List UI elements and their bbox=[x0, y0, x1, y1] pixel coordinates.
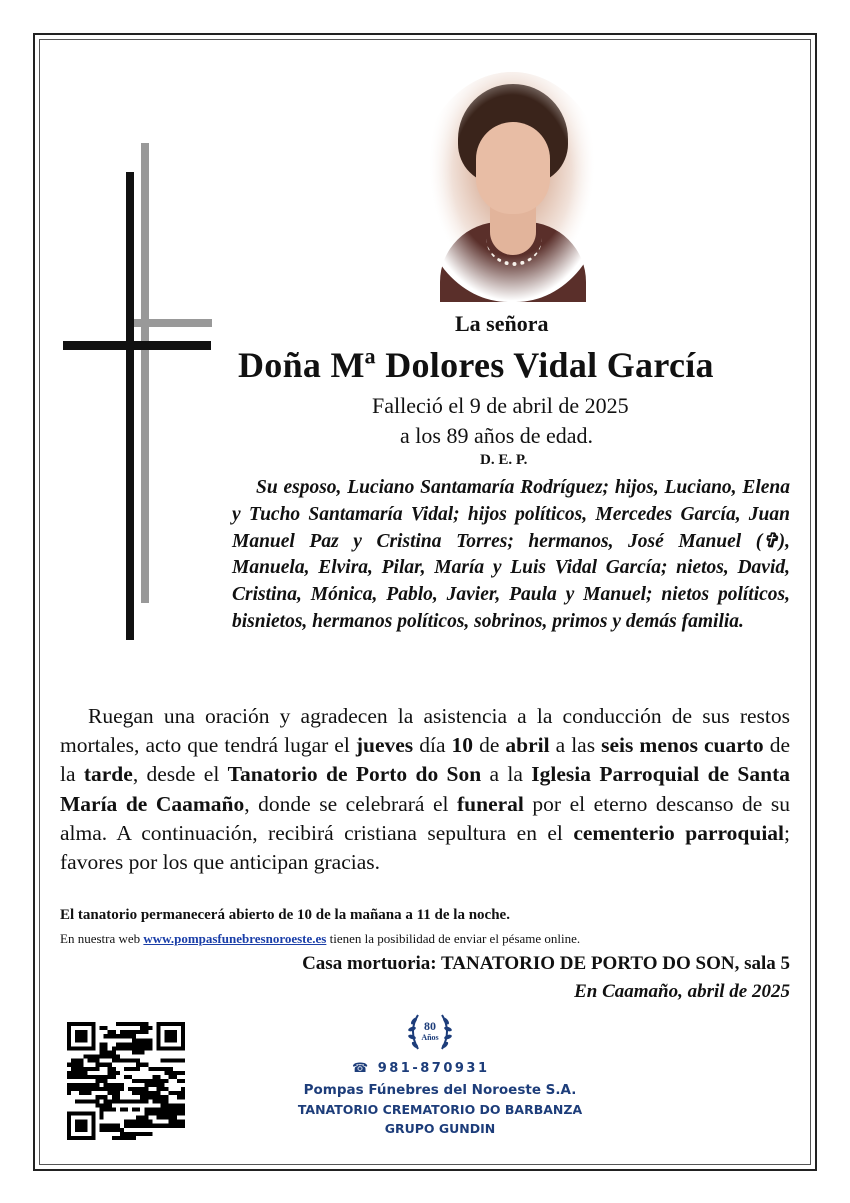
honorific: La señora bbox=[455, 311, 549, 336]
website-link[interactable]: www.pompasfunebresnoroeste.es bbox=[143, 931, 327, 946]
body-bold-date: 10 bbox=[451, 733, 474, 758]
qr-code[interactable] bbox=[67, 1022, 185, 1140]
body-text-segment: día bbox=[413, 733, 452, 758]
phone-number[interactable]: 981-870931 bbox=[377, 1061, 490, 1076]
body-bold-cemetery: cementerio parroquial bbox=[573, 820, 785, 845]
phone-line bbox=[352, 1061, 490, 1076]
body-bold-church: Iglesia Parroquial de Santa María de Caamaño bbox=[60, 762, 790, 816]
body-bold-tanatorio: Tanatorio de Porto do Son bbox=[227, 762, 482, 787]
body-text-segment: de bbox=[473, 733, 506, 758]
cross-black-horizontal bbox=[63, 341, 211, 350]
funeral-home: Casa mortuoria: TANATORIO DE PORTO DO SON, sala 5 bbox=[302, 953, 790, 974]
body-text-segment: ; favores por los que anticipan gracias. bbox=[60, 820, 790, 875]
opening-hours: El tanatorio permanecerá abierto de 10 de la mañana a 11 de la noche. bbox=[60, 907, 510, 923]
group-name: GRUPO GUNDIN bbox=[384, 1121, 496, 1136]
body-bold-funeral: funeral bbox=[457, 791, 524, 816]
cross-grey-vertical bbox=[141, 143, 149, 603]
badge-number: 80 bbox=[424, 1019, 436, 1033]
phone-icon: ☎ bbox=[352, 1061, 378, 1076]
body-bold-period: tarde bbox=[83, 762, 133, 787]
body-text-segment: Ruegan una oración y agradecen la asistencia a la conducción de sus restos mortales, acto que tendrá lugar el bbox=[60, 704, 790, 758]
body-text-segment: de la bbox=[60, 733, 790, 787]
body-bold-day: jueves bbox=[355, 733, 414, 758]
crematorium-name: TANATORIO CREMATORIO DO BARBANZA bbox=[297, 1102, 583, 1117]
portrait-vignette bbox=[418, 72, 606, 302]
death-date: Falleció el 9 de abril de 2025 bbox=[372, 393, 629, 418]
portrait-photo bbox=[418, 72, 606, 302]
age-line: a los 89 años de edad. bbox=[400, 423, 594, 448]
body-text-segment: a la bbox=[481, 762, 532, 787]
cross-black-vertical bbox=[126, 172, 134, 640]
anniversary-laurel-badge bbox=[404, 1005, 456, 1057]
body-text-segment: , donde se celebrará el bbox=[244, 791, 458, 816]
body-text-segment: a las bbox=[549, 733, 602, 758]
body-bold-month: abril bbox=[505, 733, 550, 758]
company-name: Pompas Fúnebres del Noroeste S.A. bbox=[303, 1082, 577, 1098]
dep-abbrev: D. E. P. bbox=[480, 452, 528, 468]
deceased-name: Doña Mª Dolores Vidal García bbox=[238, 345, 714, 385]
web-prefix: En nuestra web bbox=[60, 931, 144, 946]
body-text-segment: , desde el bbox=[132, 762, 228, 787]
family-list: Su esposo, Luciano Santamaría Rodríguez; hijos, Luciano, Elena y Tucho Santamaría Vidal; hijos políticos, Mercedes García, Juan Manuel Paz y Cristina Torres; hermanos, José Manuel (✞), Manuela, Elvira, Pilar, María y Luis Vidal García; nietos, David, Cristina, Mónica, Pablo, Javier, Paula y Manuel; nietos políticos, bisnietos, hermanos políticos, sobrinos, primos y demás familia. bbox=[232, 477, 790, 632]
badge-word: Años bbox=[421, 1033, 439, 1042]
web-notice bbox=[60, 931, 580, 947]
body-text-segment: por el eterno descanso de su alma. A continuación, recibirá cristiana sepultura en el bbox=[60, 791, 790, 845]
body-bold-time: seis menos cuarto bbox=[601, 733, 764, 758]
place-date: En Caamaño, abril de 2025 bbox=[574, 981, 790, 1002]
web-suffix: tienen la posibilidad de enviar el pésame online. bbox=[326, 931, 581, 946]
cross-grey-horizontal bbox=[128, 319, 212, 327]
ceremony-text bbox=[60, 702, 790, 877]
